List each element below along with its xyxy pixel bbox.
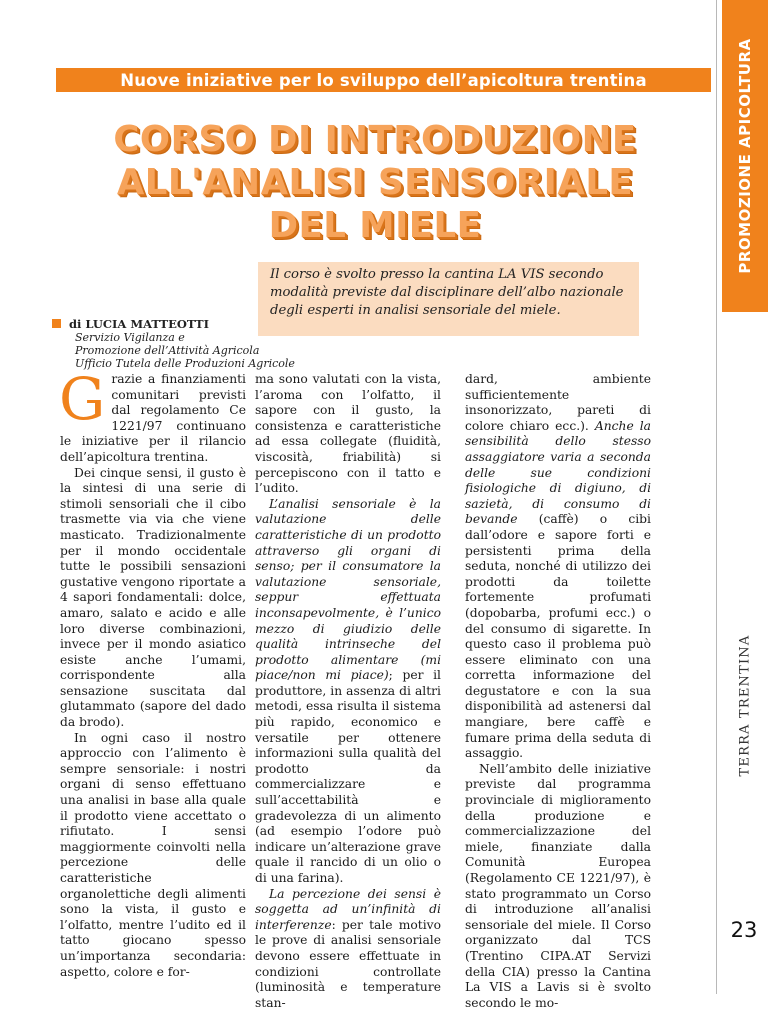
paragraph-text: razie a finanziamenti comunitari previsti dal regolamento Ce 1221/97 continuano le iniziative per il rilancio dell’apicoltura trentina.	[60, 372, 246, 464]
paragraph-text: : per tale motivo le prove di analisi sensoriale devono essere effettuate in condizioni controllate (luminosità e temperature stan-	[255, 917, 441, 1010]
emphasis-text: Anche la sensibilità dello stesso assaggiatore varia a seconda delle sue condizioni fisiologiche di digiuno, di sazietà, di consumo di bevande	[465, 418, 652, 527]
author-name: di LUCIA MATTEOTTI	[69, 317, 209, 331]
title-line-3: DEL MIELE	[268, 205, 482, 246]
title-line-2: ALL'ANALISI SENSORIALE	[116, 162, 634, 203]
article-column-3	[465, 372, 651, 1011]
page-number: 23	[730, 918, 758, 942]
magazine-name	[722, 525, 768, 885]
drop-cap: G	[59, 365, 106, 433]
paragraph: Dei cinque sensi, il gusto è la sintesi di una serie di stimoli sensoriali che il cibo trasmette via via che viene masticato. Tradizionalmente per il mondo occidentale tutte le possibili sensazioni gustative vengono riportate a 4 sapori fondamentali: dolce, amaro, salato e acido e alle loro diverse combinazioni, invece per il mondo asiatico esiste anche l’umami, corrispondente alla sensazione suscitata dal glutammato (sapore del dado da brodo).	[60, 465, 246, 730]
paragraph	[255, 497, 441, 887]
paragraph	[255, 887, 441, 1011]
title-line-1: CORSO DI INTRODUZIONE	[113, 119, 637, 160]
article-column-2	[255, 372, 441, 1011]
affiliation-line-2: Promozione dell’Attività Agricola	[75, 344, 260, 357]
paragraph: In ogni caso il nostro approccio con l’alimento è sempre sensoriale: i nostri organi di senso effettuano una analisi in base alla quale il prodotto viene accettato o rifiutato. I sensi maggiormente coinvolti nella percezione delle caratteristiche organolettiche degli alimenti sono la vista, il gusto e l’olfatto, mentre l’udito ed il tatto giocano spesso un’importanza secondaria: aspetto, colore e for-	[60, 730, 246, 979]
byline	[52, 318, 295, 370]
paragraph	[465, 372, 651, 762]
intro-box: Il corso è svolto presso la cantina LA VIS secondo modalità previste dal disciplinare dell’albo nazionale degli esperti in analisi sensoriale del miele.	[258, 262, 639, 336]
affiliation-line-3: Ufficio Tutela delle Produzioni Agricole	[75, 357, 295, 370]
paragraph: Nell’ambito delle iniziative previste dal programma provinciale di miglioramento della produzione e commercializzazione del miele, finanziate dalla Comunità Europea (Regolamento CE 1221/97), è stato programmato un Corso di introduzione all’analisi sensoriale del miele. Il Corso organizzato dal TCS (Trentino CIPA.AT Servizi della CIA) presso la Cantina La VIS a Lavis si è svolto secondo le mo-	[465, 761, 651, 1010]
article-column-1	[59, 365, 246, 980]
paragraph-text: dard, ambiente sufficientemente insonorizzato, pareti di colore chiaro ecc.).	[465, 372, 651, 433]
emphasis-text: La percezione dei sensi è soggetta ad un’infinità di interferenze	[255, 886, 441, 932]
paragraph	[59, 365, 246, 466]
byline-bullet	[52, 319, 61, 328]
series-banner: Nuove iniziative per lo sviluppo dell’apicoltura trentina	[56, 68, 711, 92]
section-label: PROMOZIONE APICOLTURA	[736, 38, 754, 274]
article-title	[40, 118, 710, 247]
paragraph: ma sono valutati con la vista, l’aroma con l’olfatto, il sapore con il gusto, la consistenza e caratteristiche ad essa collegate (fluidità, viscosità, friabilità) si percepiscono con il tatto e l’udito.	[255, 372, 441, 496]
margin-rule	[716, 0, 717, 994]
paragraph-text: ; per il produttore, in assenza di altri metodi, essa risulta il sistema più rapido, economico e versatile per ottenere informazioni sulla qualità del prodotto da commercializzare e sull’accettabilità e gradevolezza di un alimento (ad esempio l’odore può indicare un’alterazione grave quale il rancido di un olio o di una farina).	[255, 668, 441, 885]
magazine-name-text: TERRA TRENTINA	[737, 634, 753, 776]
affiliation-line-1: Servizio Vigilanza e	[75, 331, 185, 344]
emphasis-text: L’analisi sensoriale è la valutazione delle caratteristiche di un prodotto attraverso gli organi di senso; per il consumatore la valutazione sensoriale, seppur effettuata inconsapevolmente, è l’unico mezzo di giudizio delle qualità intrinseche del prodotto alimentare (mi piace/non mi piace)	[255, 496, 441, 683]
paragraph-text: (caffè) o cibi dall’odore e sapore forti e persistenti prima della seduta, nonché di utilizzo dei prodotti da toilette fortemente profumati (dopobarba, profumi ecc.) o del consumo di sigarette. In questo caso il problema può essere eliminato con una corretta informazione del degustatore e con la sua disponibilità ad astenersi dal mangiare, bere caffè e fumare prima della seduta di assaggio.	[465, 512, 651, 761]
